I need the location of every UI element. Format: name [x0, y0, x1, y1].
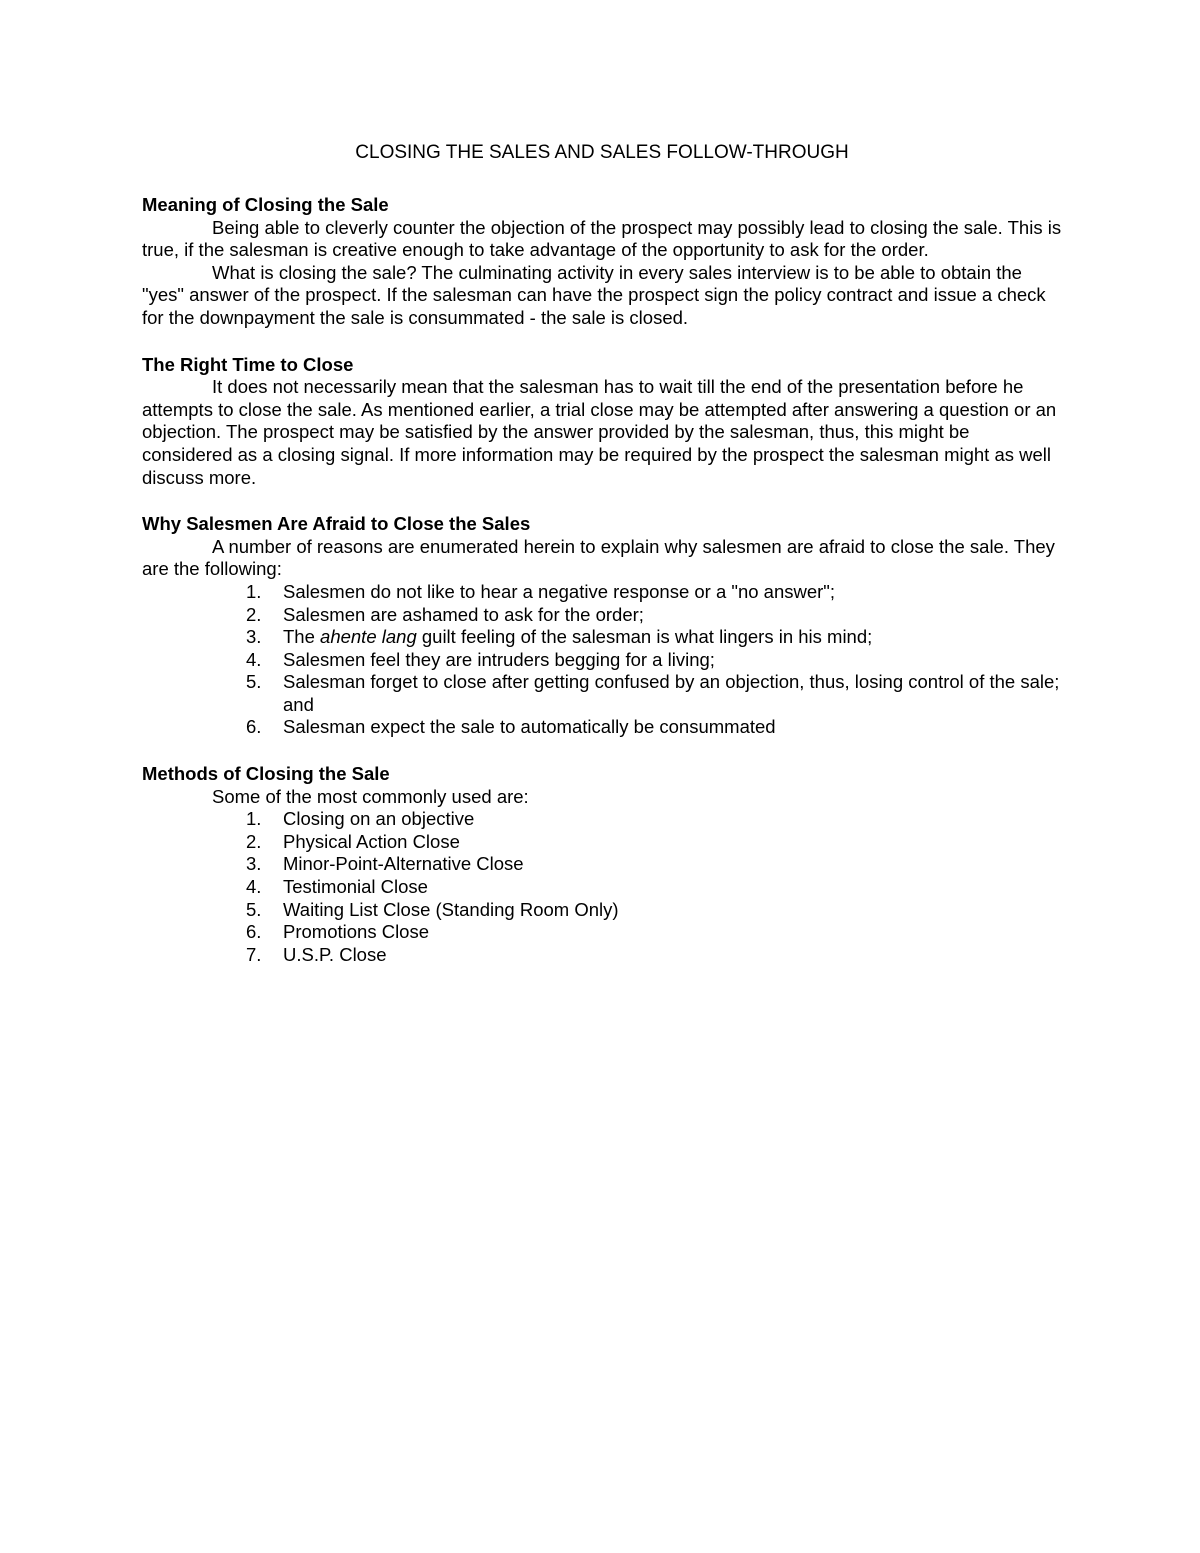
list-item — [142, 899, 1062, 922]
list-item — [142, 671, 1062, 716]
list-text: Salesmen do not like to hear a negative response or a "no answer"; — [283, 580, 836, 602]
section-heading: Meaning of Closing the Sale — [142, 194, 389, 215]
list-item — [142, 853, 1062, 876]
list-text: Salesman expect the sale to automatically be consummated — [283, 716, 776, 738]
list-number: 3. — [246, 853, 262, 875]
list-number: 2. — [246, 603, 262, 625]
list-item — [142, 626, 1062, 649]
section-methods-of-closing — [142, 763, 1062, 966]
list-text: Testimonial Close — [283, 876, 428, 898]
paragraph: Being able to cleverly counter the objection of the prospect may possibly lead to closing the sale. This is true, if the salesman is creative enough to take advantage of the opportunity to ask for the order. — [142, 216, 1062, 261]
list-number: 3. — [246, 626, 262, 648]
list-number: 1. — [246, 808, 262, 830]
list-number: 5. — [246, 671, 262, 693]
list-text-italic: ahente lang — [320, 626, 417, 648]
list-item — [142, 944, 1062, 967]
list-item — [142, 716, 1062, 739]
list-item — [142, 808, 1062, 831]
section-heading: Methods of Closing the Sale — [142, 763, 390, 785]
list-text — [283, 626, 872, 647]
list-text: Salesmen are ashamed to ask for the order; — [283, 603, 644, 625]
paragraph: What is closing the sale? The culminating activity in every sales interview is to be able to obtain the "yes" answer of the prospect. If the salesman can have the prospect sign the policy contract and issue a check for the downpayment the sale is consummated - the sale is closed. — [142, 261, 1046, 328]
list-number: 7. — [246, 943, 262, 965]
list-item — [142, 921, 1062, 944]
section-why-afraid-to-close — [142, 513, 1062, 739]
section-right-time-to-close — [142, 354, 1062, 490]
list-number: 5. — [246, 898, 262, 920]
document-title: CLOSING THE SALES AND SALES FOLLOW-THROUGH — [355, 142, 849, 163]
list-item — [142, 581, 1062, 604]
document-page — [142, 140, 1062, 990]
list-number: 6. — [246, 921, 262, 943]
section-heading: Why Salesmen Are Afraid to Close the Sales — [142, 513, 531, 535]
list-text-pre: The — [283, 626, 321, 648]
list-text-post: guilt feeling of the salesman is what lingers in his mind; — [416, 626, 873, 648]
list-item — [142, 876, 1062, 899]
list-item — [142, 831, 1062, 854]
paragraph: It does not necessarily mean that the salesman has to wait till the end of the presentation before he attempts to close the sale. As mentioned earlier, a trial close may be attempted after answering a question or an objection. The prospect may be satisfied by the answer provided by the salesman, thus, this might be considered as a closing signal. If more information may be required by the prospect the salesman might as well discuss more. — [142, 376, 1057, 488]
list-item — [142, 604, 1062, 627]
list-text: Physical Action Close — [283, 830, 460, 852]
list-number: 4. — [246, 876, 262, 898]
list-text: Waiting List Close (Standing Room Only) — [283, 898, 619, 920]
section-meaning-of-closing — [142, 194, 1062, 330]
list-text: Promotions Close — [283, 921, 430, 943]
methods-list — [142, 808, 1062, 966]
list-number: 6. — [246, 716, 262, 738]
list-text: U.S.P. Close — [283, 943, 387, 965]
paragraph: Some of the most commonly used are: — [212, 785, 529, 807]
reasons-list — [142, 581, 1062, 739]
list-number: 2. — [246, 830, 262, 852]
paragraph: A number of reasons are enumerated herein to explain why salesmen are afraid to close the sale. They are the following: — [142, 535, 1055, 580]
list-number: 1. — [246, 580, 262, 602]
list-text: Minor-Point-Alternative Close — [283, 853, 524, 875]
list-number: 4. — [246, 648, 262, 670]
list-item — [142, 649, 1062, 672]
list-text: Salesman forget to close after getting confused by an objection, thus, losing control of the sale; and — [283, 671, 1060, 715]
section-heading: The Right Time to Close — [142, 353, 354, 375]
list-text: Salesmen feel they are intruders begging for a living; — [283, 648, 715, 670]
list-text: Closing on an objective — [283, 808, 475, 830]
